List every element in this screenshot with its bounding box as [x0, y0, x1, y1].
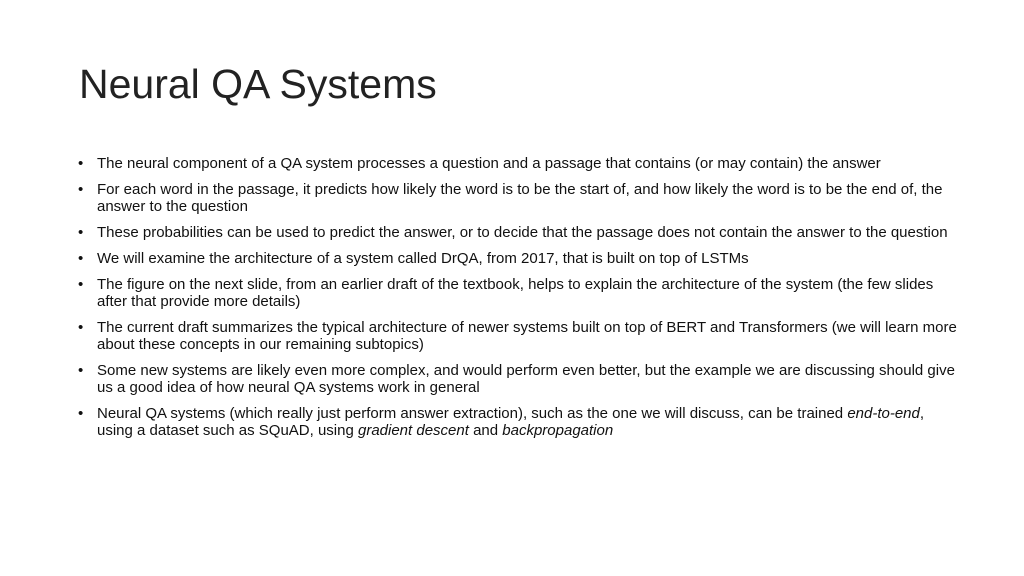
bullet-marker: • [78, 362, 84, 379]
bullet-text: For each word in the passage, it predicts how likely the word is to be the start of, and how likely the word is to be the end of, the answer to the question [97, 181, 943, 215]
bullet-item [78, 276, 958, 310]
bullet-marker: • [78, 155, 84, 172]
bullet-text: The figure on the next slide, from an earlier draft of the textbook, helps to explain the architecture of the system (the few slides after that provide more details) [97, 276, 934, 310]
bullet-text [97, 405, 924, 439]
bullet-marker: • [78, 181, 84, 198]
bullet-item [78, 155, 958, 172]
bullet-marker: • [78, 319, 84, 336]
bullet-marker: • [78, 250, 84, 267]
bullet-item [78, 250, 958, 267]
bullet-text-segment: , using a dataset such as SQuAD, using [97, 405, 925, 439]
bullet-text: These probabilities can be used to predict the answer, or to decide that the passage does not contain the answer to the question [97, 224, 948, 241]
bullet-text: We will examine the architecture of a system called DrQA, from 2017, that is built on top of LSTMs [97, 250, 749, 267]
bullet-item [78, 319, 958, 353]
emphasis-text: gradient descent [357, 422, 469, 439]
emphasis-text: end-to-end [847, 405, 920, 422]
bullet-marker: • [78, 276, 84, 293]
bullet-item [78, 362, 958, 396]
bullet-item [78, 224, 958, 241]
bullet-marker: • [78, 224, 84, 241]
bullet-text: The current draft summarizes the typical architecture of newer systems built on top of BERT and Transformers (we will learn more about these concepts in our remaining subtopics) [97, 319, 957, 353]
bullet-text-segment: and [468, 422, 503, 439]
bullet-text: Some new systems are likely even more complex, and would perform even better, but the example we are discussing should give us a good idea of how neural QA systems work in general [97, 362, 955, 396]
bullet-item [78, 405, 958, 439]
bullet-text-segment: Neural QA systems (which really just perform answer extraction), such as the one we will discuss, can be trained [97, 405, 848, 422]
bullet-text: The neural component of a QA system processes a question and a passage that contains (or may contain) the answer [97, 155, 881, 172]
emphasis-text: backpropagation [502, 422, 614, 439]
bullet-item [78, 181, 958, 215]
bullet-marker: • [78, 405, 84, 422]
bullet-list [78, 155, 958, 448]
slide-title: Neural QA Systems [79, 61, 437, 107]
